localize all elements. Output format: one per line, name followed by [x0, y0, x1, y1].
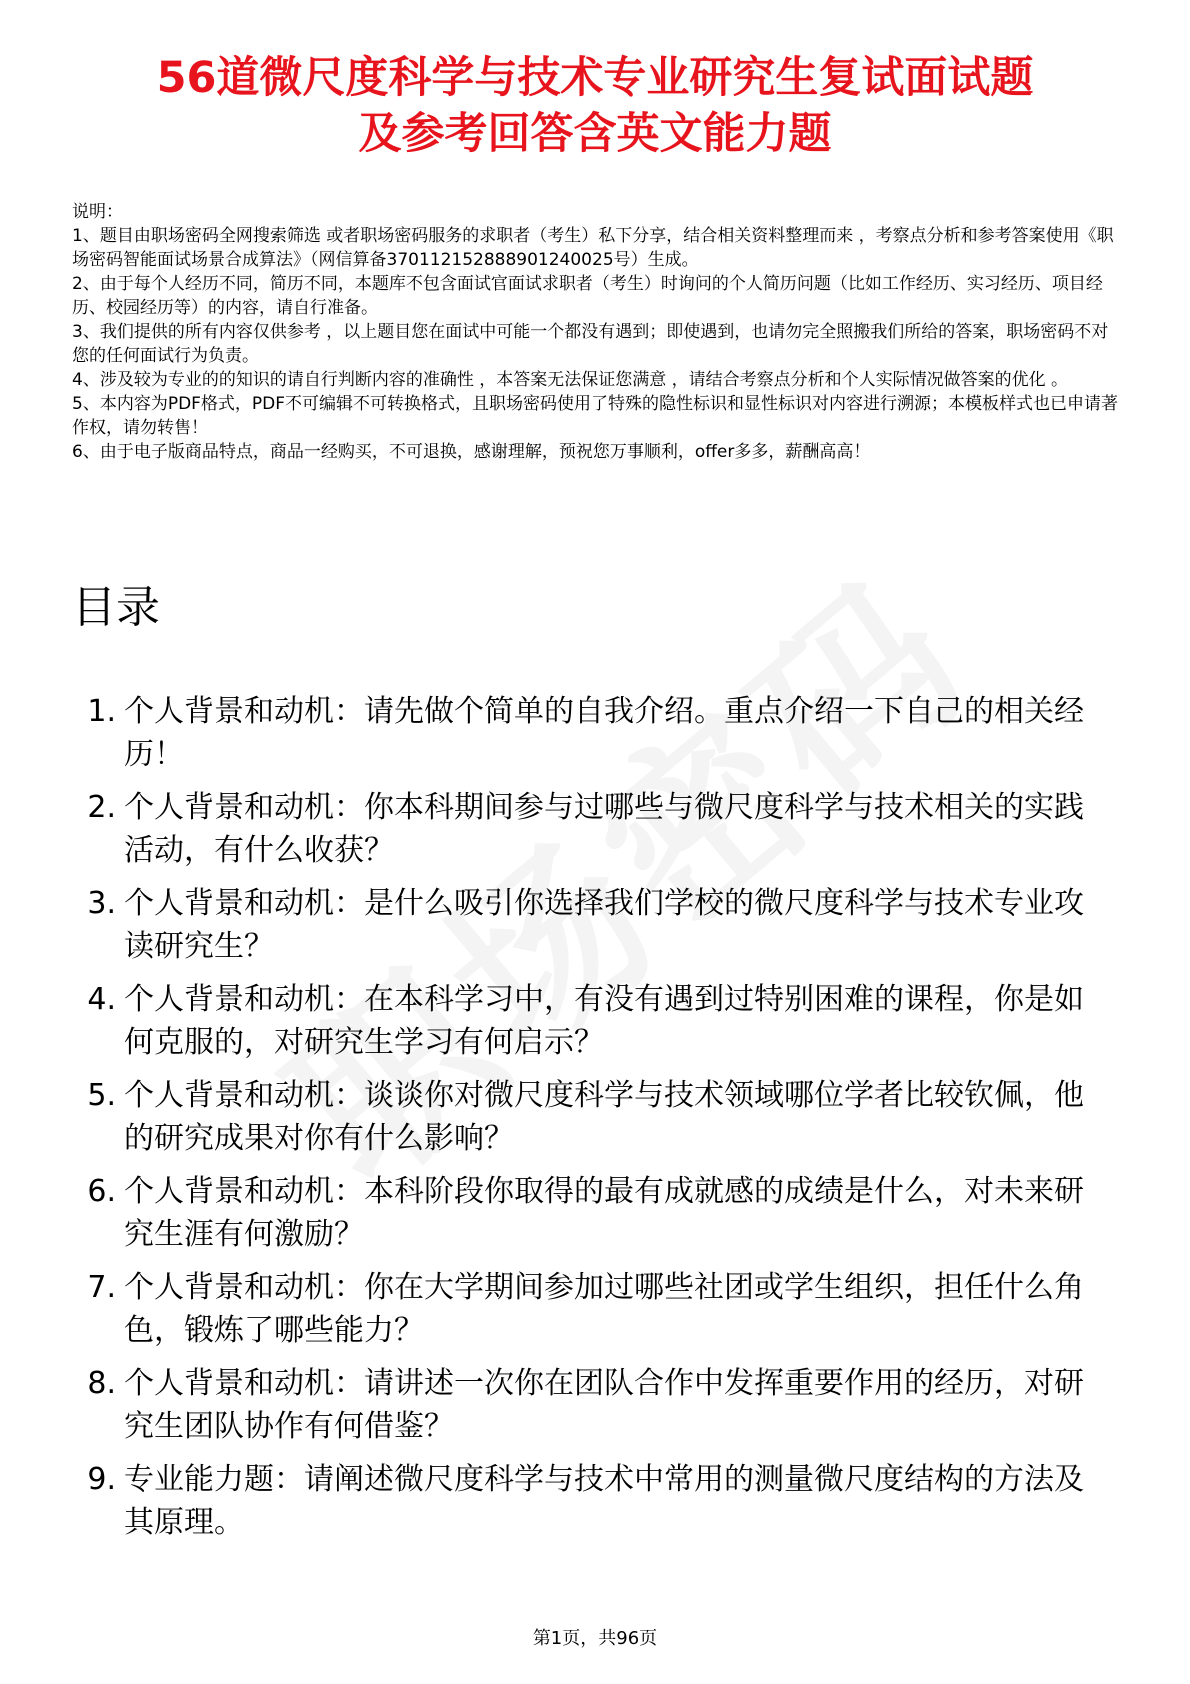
toc-item[interactable] — [72, 1074, 1112, 1160]
toc-item-text: 个人背景和动机：谈谈你对微尺度科学与技术领域哪位学者比较钦佩，他的研究成果对你有什么影响？ — [124, 1078, 1084, 1156]
note-item: 3、我们提供的所有内容仅供参考 ，以上题目您在面试中可能一个都没有遇到；即使遇到，也请勿完全照搬我们所给的答案，职场密码不对您的任何面试行为负责。 — [72, 322, 1109, 366]
toc-item[interactable] — [72, 1170, 1112, 1256]
toc-item-number: 7. — [87, 1270, 116, 1305]
note-item: 5、本内容为PDF格式，PDF不可编辑不可转换格式，且职场密码使用了特殊的隐性标识和显性标识对内容进行溯源；本模板样式也已申请著作权，请勿转售！ — [72, 394, 1119, 438]
toc-item[interactable] — [72, 1266, 1112, 1352]
toc-item-number: 5. — [87, 1078, 116, 1113]
toc-item-number: 9. — [87, 1462, 116, 1497]
toc-item-number: 1. — [87, 694, 116, 729]
toc-item[interactable] — [72, 690, 1112, 776]
toc-item-text: 个人背景和动机：请先做个简单的自我介绍。重点介绍一下自己的相关经历！ — [124, 694, 1084, 772]
toc-item-text: 个人背景和动机：在本科学习中，有没有遇到过特别困难的课程，你是如何克服的，对研究生学习有何启示？ — [124, 982, 1084, 1060]
title-line-1: 56道微尺度科学与技术专业研究生复试面试题 — [156, 53, 1034, 103]
notes-section — [72, 200, 1122, 464]
toc-item[interactable] — [72, 978, 1112, 1064]
page-footer: 第1页，共96页 — [532, 1628, 658, 1649]
toc-item-text: 专业能力题：请阐述微尺度科学与技术中常用的测量微尺度结构的方法及其原理。 — [124, 1462, 1084, 1540]
toc-item-number: 8. — [87, 1366, 116, 1401]
toc-item[interactable] — [72, 1362, 1112, 1448]
note-item: 2、由于每个人经历不同，简历不同，本题库不包含面试官面试求职者（考生）时询问的个人简历问题（比如工作经历、实习经历、项目经历、校园经历等）的内容，请自行准备。 — [72, 274, 1103, 318]
toc-item-text: 个人背景和动机：请讲述一次你在团队合作中发挥重要作用的经历，对研究生团队协作有何借鉴？ — [124, 1366, 1084, 1444]
notes-heading: 说明： — [72, 202, 123, 222]
toc-item-number: 2. — [87, 790, 116, 825]
toc-heading: 目录 — [72, 582, 160, 633]
toc-item-text: 个人背景和动机：你本科期间参与过哪些与微尺度科学与技术相关的实践活动，有什么收获？ — [124, 790, 1084, 868]
toc-item-text: 个人背景和动机：你在大学期间参加过哪些社团或学生组织，担任什么角色，锻炼了哪些能力？ — [124, 1270, 1084, 1348]
toc-item-number: 6. — [87, 1174, 116, 1209]
toc-item[interactable] — [72, 882, 1112, 968]
toc-item[interactable] — [72, 786, 1112, 872]
note-item: 1、题目由职场密码全网搜索筛选 或者职场密码服务的求职者（考生）私下分享，结合相关资料整理而来 ，考察点分析和参考答案使用《职场密码智能面试场景合成算法》（网信算备370112152888901240025号）生成。 — [72, 226, 1114, 270]
document-title — [60, 50, 1130, 162]
title-line-2: 及参考回答含英文能力题 — [358, 109, 832, 159]
note-item: 6、由于电子版商品特点，商品一经购买，不可退换，感谢理解，预祝您万事顺利，offer多多，薪酬高高！ — [72, 442, 871, 462]
note-item: 4、涉及较为专业的的知识的请自行判断内容的准确性 ，本答案无法保证您满意 ，请结合考察点分析和个人实际情况做答案的优化 。 — [72, 370, 1069, 390]
toc-item-number: 3. — [87, 886, 116, 921]
toc-item-text: 个人背景和动机：是什么吸引你选择我们学校的微尺度科学与技术专业攻读研究生？ — [124, 886, 1084, 964]
toc-item-text: 个人背景和动机：本科阶段你取得的最有成就感的成绩是什么，对未来研究生涯有何激励？ — [124, 1174, 1084, 1252]
toc-item-number: 4. — [87, 982, 116, 1017]
toc-list — [72, 690, 1112, 1554]
toc-item[interactable] — [72, 1458, 1112, 1544]
